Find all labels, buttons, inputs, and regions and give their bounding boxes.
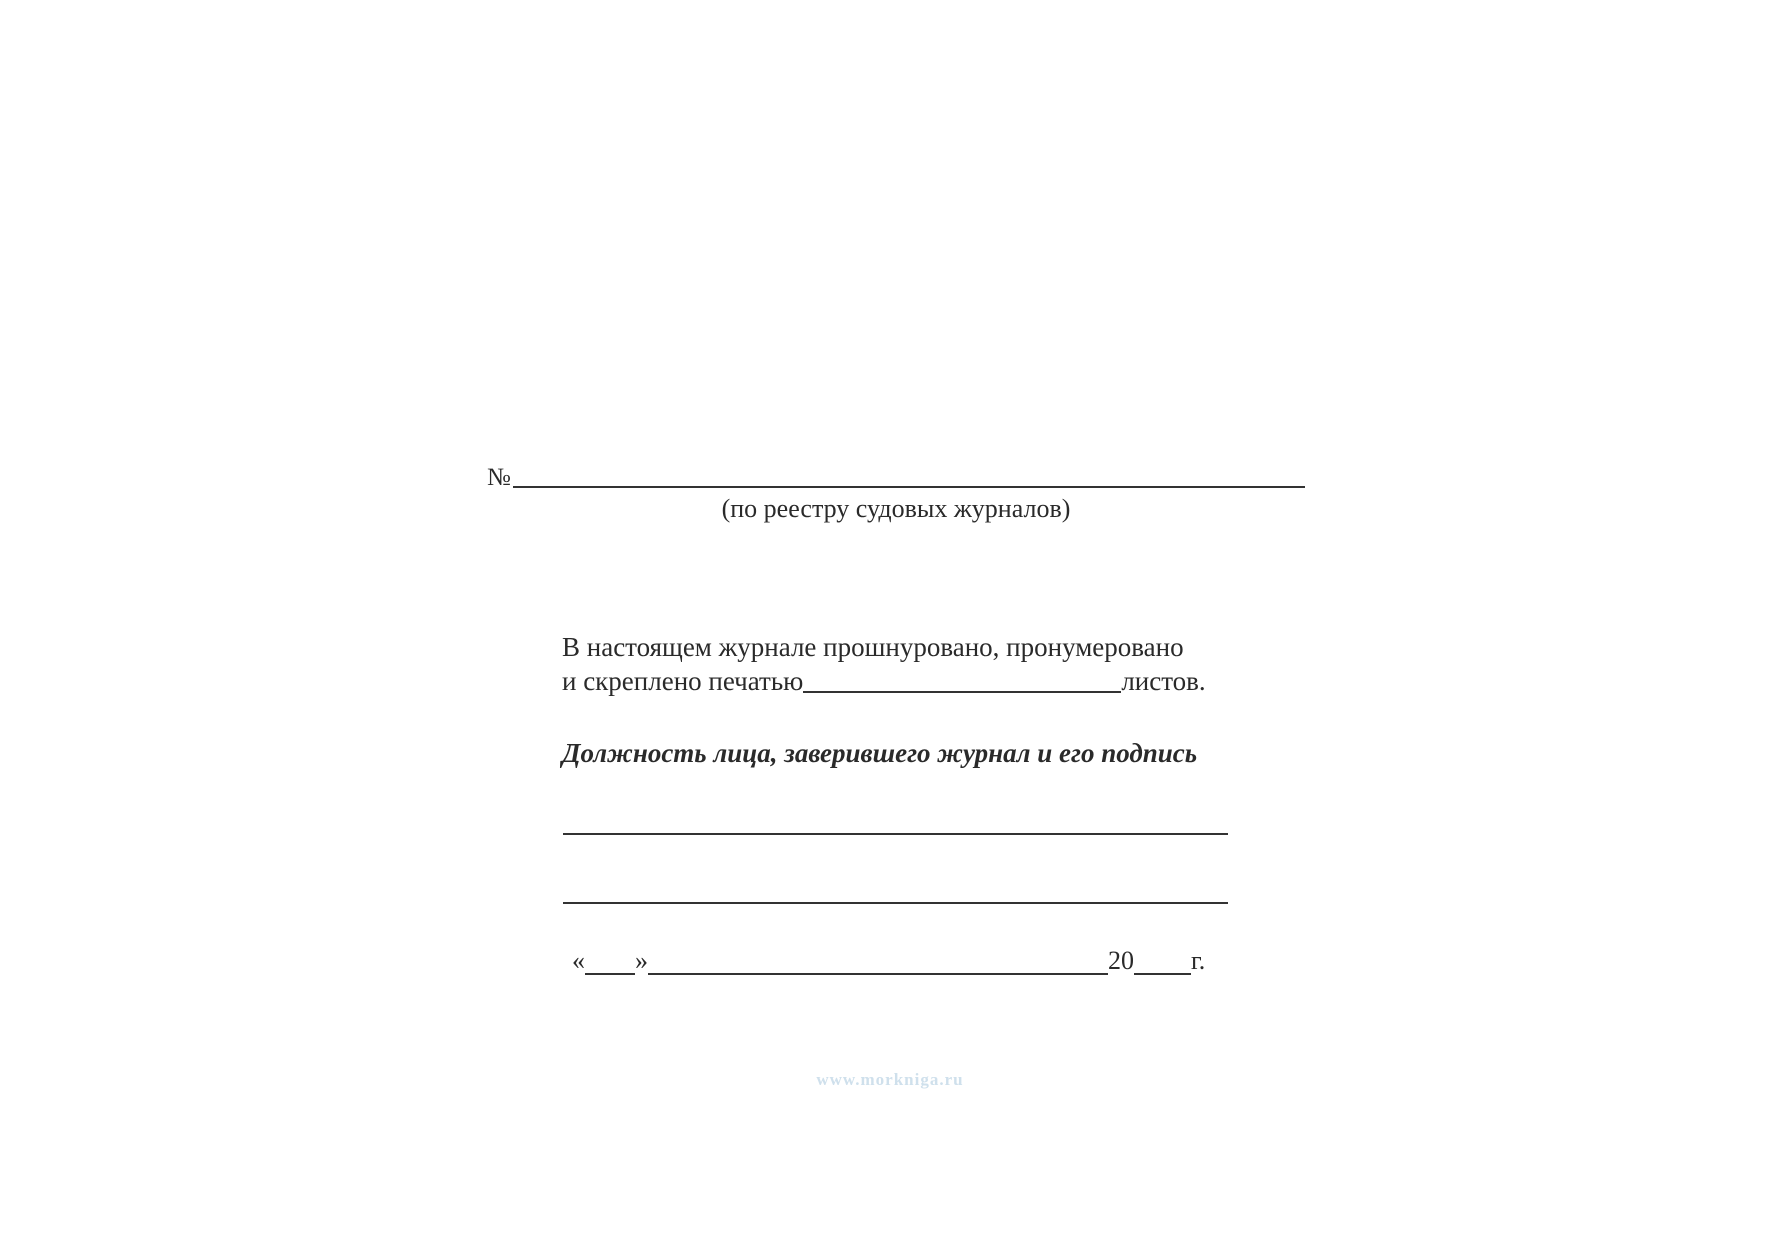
registry-number-row xyxy=(487,458,1305,492)
certification-line-2 xyxy=(562,664,1232,698)
certification-text xyxy=(562,630,1232,698)
sheets-count-blank[interactable] xyxy=(803,691,1121,693)
registry-caption: (по реестру судовых журналов) xyxy=(721,494,1071,523)
date-year-blank[interactable] xyxy=(1134,973,1191,975)
signature-position-blank[interactable] xyxy=(563,833,1228,835)
date-month-blank[interactable] xyxy=(648,973,1108,975)
signature-heading: Должность лица, заверившего журнал и его подпись xyxy=(562,738,1198,768)
number-sign: № xyxy=(487,464,511,491)
certification-line-2-prefix: и скреплено печатью xyxy=(562,666,804,696)
registry-number-blank[interactable] xyxy=(513,486,1305,488)
date-row xyxy=(572,944,1232,978)
certification-line-1 xyxy=(562,630,1232,664)
watermark: www.morkniga.ru xyxy=(816,1070,964,1089)
date-open-quote: « xyxy=(572,946,585,975)
certification-line-2-suffix: листов. xyxy=(1121,666,1206,696)
signature-blank[interactable] xyxy=(563,902,1228,904)
date-year-suffix: г. xyxy=(1191,946,1206,975)
date-century: 20 xyxy=(1108,946,1134,975)
certification-line-1-text: В настоящем журнале прошнуровано, пронумеровано xyxy=(562,632,1184,662)
date-close-quote: » xyxy=(635,946,648,975)
date-day-blank[interactable] xyxy=(585,973,635,975)
